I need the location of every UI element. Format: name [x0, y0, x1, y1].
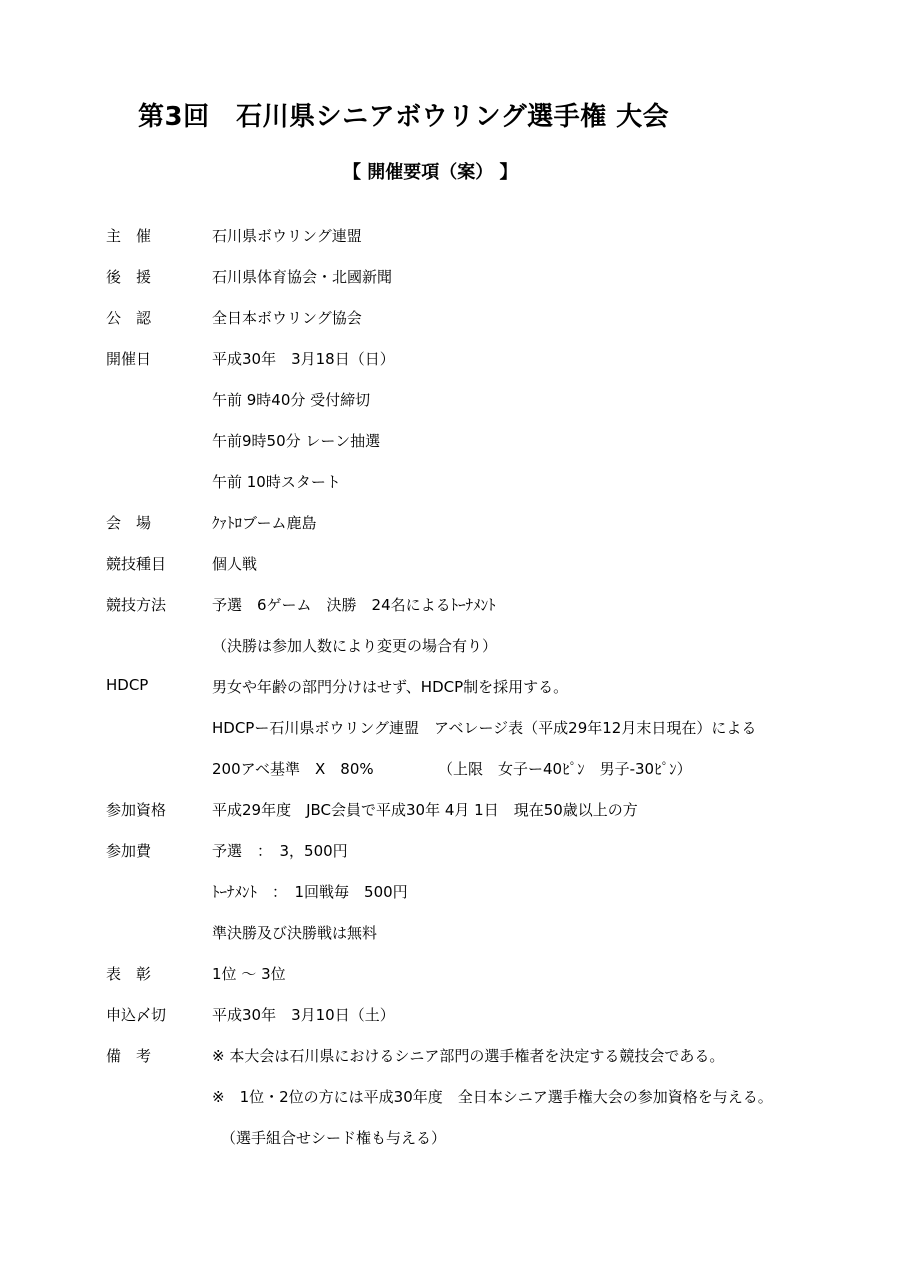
row-date-reception [0, 389, 900, 415]
row-organizer [0, 225, 900, 251]
row-hdcp-average [0, 717, 900, 743]
row-fee-finals [0, 922, 900, 948]
row-value: 平成30年 3月10日（土） [212, 1006, 395, 1024]
row-sanction [0, 307, 900, 333]
row-value: 石川県ボウリング連盟 [212, 227, 362, 245]
row-remarks-qualification [0, 1086, 900, 1112]
row-value: 石川県体育協会・北國新聞 [212, 268, 393, 286]
row-eligibility [0, 799, 900, 825]
row-date-start [0, 471, 900, 497]
row-remarks [0, 1045, 900, 1071]
row-label: 公 認 [106, 309, 152, 327]
row-awards [0, 963, 900, 989]
row-value: 1位 ～ 3位 [212, 965, 286, 983]
row-format-note [0, 635, 900, 661]
row-deadline [0, 1004, 900, 1030]
row-label: 備 考 [106, 1047, 152, 1065]
row-hdcp [0, 676, 900, 702]
row-label: 後 援 [106, 268, 152, 286]
row-label: 主 催 [106, 227, 152, 245]
row-value: 午前 9時40分 受付締切 [212, 391, 371, 409]
row-value: 準決勝及び決勝戦は無料 [212, 924, 378, 942]
row-supporter [0, 266, 900, 292]
row-value: HDCPー石川県ボウリング連盟 アベレージ表（平成29年12月末日現在）による [212, 719, 757, 737]
row-value: 平成30年 3月18日（日） [212, 350, 395, 368]
row-value: 全日本ボウリング協会 [212, 309, 362, 327]
document-title: 第3回 石川県シニアボウリング選手権 大会 [138, 102, 670, 132]
row-value: （選手組合せシード権も与える） [221, 1129, 447, 1147]
row-value: 予選 6ゲーム 決勝 24名によるﾄｰﾅﾒﾝﾄ [212, 596, 496, 614]
row-value: 200アベ基準 X 80% [212, 760, 374, 778]
row-remarks-seed [0, 1127, 900, 1153]
row-event-type [0, 553, 900, 579]
row-label: 申込〆切 [106, 1006, 167, 1024]
row-venue [0, 512, 900, 538]
row-fee [0, 840, 900, 866]
row-value: ※ 1位・2位の方には平成30年度 全日本シニア選手権大会の参加資格を与える。 [212, 1088, 773, 1106]
row-value: 午前9時50分 レーン抽選 [212, 432, 381, 450]
row-hdcp-basis [0, 758, 900, 784]
row-format [0, 594, 900, 620]
row-label: 会 場 [106, 514, 152, 532]
row-value: 個人戦 [212, 555, 258, 573]
row-value: 男女や年齢の部門分けはせず、HDCP制を採用する。 [212, 678, 569, 696]
row-date [0, 348, 900, 374]
row-label: 表 彰 [106, 965, 152, 983]
row-label: 競技種目 [106, 555, 167, 573]
row-fee-tournament [0, 881, 900, 907]
row-value: 予選 ： 3，500円 [212, 842, 348, 860]
row-label: 参加資格 [106, 801, 167, 819]
row-value: ｸｧﾄﾛブーム鹿島 [212, 514, 317, 532]
row-label: 競技方法 [106, 596, 167, 614]
row-value: 平成29年度 JBC会員で平成30年 4月 1日 現在50歳以上の方 [212, 801, 638, 819]
row-value: ※ 本大会は石川県におけるシニア部門の選手権者を決定する競技会である。 [212, 1047, 725, 1065]
row-value: ﾄｰﾅﾒﾝﾄ ： 1回戦毎 500円 [212, 883, 408, 901]
document-subtitle: 【 開催要項（案） 】 [343, 162, 518, 183]
row-note: （上限 女子ー40ﾋﾟﾝ 男子-30ﾋﾟﾝ） [438, 760, 692, 778]
row-value: 午前 10時スタート [212, 473, 341, 491]
row-date-lane-draw [0, 430, 900, 456]
row-value: （決勝は参加人数により変更の場合有り） [212, 637, 498, 655]
row-label: 開催日 [106, 350, 152, 368]
row-label: HDCP [106, 676, 149, 694]
row-label: 参加費 [106, 842, 152, 860]
